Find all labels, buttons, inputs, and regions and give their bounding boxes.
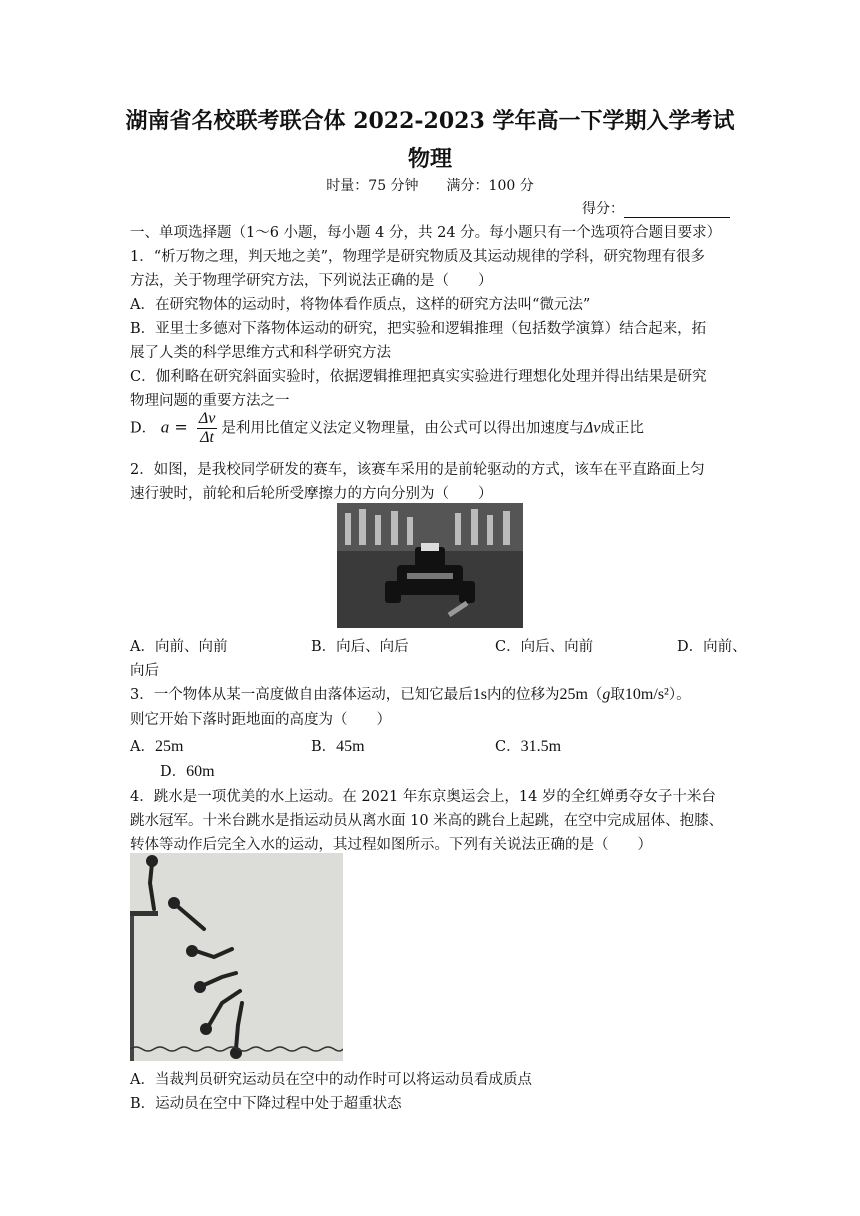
q3-c-label: C． <box>495 739 521 755</box>
fraction-numerator: Δv <box>198 410 216 427</box>
subject-title: 物理 <box>407 146 452 172</box>
formula-a: a <box>160 417 170 437</box>
score-label: 得分： <box>582 201 624 217</box>
q3-text-4: 取 <box>610 687 625 703</box>
q3-stem-line1 <box>130 683 691 704</box>
q2-option-d-line2: 向后 <box>130 663 159 679</box>
fraction-denominator: Δt <box>200 429 214 446</box>
q1-option-c-line1: C．伽利略在研究斜面实验时，依据逻辑推理把真实实验进行理想化处理并得出结果是研究 <box>130 369 707 385</box>
q1-option-d <box>130 410 644 447</box>
q1-stem-line1: 1．“析万物之理，判天地之美”，物理学是研究物质及其运动规律的学科，研究物理有很多 <box>130 249 706 265</box>
q2-option-a: A．向前、向前 <box>130 639 228 655</box>
q3-c-value: 31.5m <box>520 738 562 755</box>
q1-option-c-line2: 物理问题的重要方法之一 <box>130 393 290 409</box>
q3-d-value: 60m <box>186 763 215 780</box>
q4-stem-line1: 4．跳水是一项优美的水上运动。在 2021 年东京奥运会上，14 岁的全红婵勇夺女子十米台 <box>130 789 716 805</box>
race-car-illustration <box>337 503 523 628</box>
q2-option-b: B．向后、向后 <box>311 639 409 655</box>
q1-d-text: 是利用比值定义法定义物理量，由公式可以得出加速度与 <box>221 420 584 437</box>
q3-text-2: 内的位移为 <box>486 687 560 703</box>
q3-b-value: 45m <box>336 738 365 755</box>
q1-option-b-line1: B．亚里士多德对下落物体运动的研究，把实验和逻辑推理（包括数学演算）结合起来，拓 <box>130 321 707 337</box>
q3-option-b <box>311 735 365 756</box>
q3-a-label: A． <box>130 739 155 755</box>
q2-option-c: C．向后、向前 <box>495 639 594 655</box>
q2-stem-line1: 2．如图，是我校同学研发的赛车，该赛车采用的是前轮驱动的方式，该车在平直路面上匀 <box>130 462 705 478</box>
q1-option-b-line2: 展了人类的科学思维方式和科学研究方法 <box>130 345 391 361</box>
delta-v: Δv <box>583 419 601 437</box>
exam-title: 湖南省名校联考联合体 2022-2023 学年高一下学期入学考试 <box>125 108 735 134</box>
time-info: 时量：75 分钟 满分：100 分 <box>326 178 534 194</box>
q2-option-d-line1: D．向前、 <box>677 639 747 655</box>
q3-option-d <box>160 760 215 781</box>
q3-text-5: ）。 <box>668 687 691 703</box>
q4-option-b: B．运动员在空中下降过程中处于超重状态 <box>130 1096 402 1112</box>
formula-fraction <box>197 410 218 447</box>
q4-option-a: A．当裁判员研究运动员在空中的动作时可以将运动员看成质点 <box>130 1072 532 1088</box>
q3-g-value: 10m/s² <box>624 686 669 703</box>
race-car-photo <box>337 503 523 628</box>
q4-stem-line3: 转体等动作后完全入水的运动，其过程如图所示。下列有关说法正确的是（ ） <box>130 837 652 853</box>
score-blank <box>624 203 730 218</box>
q3-text-1: 3．一个物体从某一高度做自由落体运动，已知它最后 <box>130 687 473 703</box>
diving-photo <box>130 853 343 1061</box>
score-field <box>582 198 730 218</box>
q1-d-end: 成正比 <box>600 420 644 437</box>
diving-illustration <box>130 853 343 1061</box>
q3-displacement: 25m <box>559 686 588 703</box>
q3-g: g <box>602 686 611 703</box>
q3-a-value: 25m <box>154 738 184 755</box>
q3-time: 1s <box>472 686 487 703</box>
q3-text-3: （ <box>587 687 603 703</box>
q1-stem-line2: 方法，关于物理学研究方法，下列说法正确的是（ ） <box>130 273 493 289</box>
q3-d-label: D． <box>160 764 187 780</box>
q3-option-c <box>495 735 561 756</box>
formula-equals: = <box>169 417 193 437</box>
q2-stem-line2: 速行驶时，前轮和后轮所受摩擦力的方向分别为（ ） <box>130 486 493 502</box>
q3-option-a <box>130 735 183 756</box>
q1-d-prefix: D． <box>130 420 157 437</box>
q3-b-label: B． <box>311 739 337 755</box>
q3-stem-line2: 则它开始下落时距地面的高度为（ ） <box>130 712 391 728</box>
section-heading: 一、单项选择题（1～6 小题，每小题 4 分，共 24 分。每小题只有一个选项符合题目要求） <box>130 225 722 241</box>
q1-option-a: A．在研究物体的运动时，将物体看作质点，这样的研究方法叫“微元法” <box>130 297 591 313</box>
q4-stem-line2: 跳水冠军。十米台跳水是指运动员从离水面 10 米高的跳台上起跳，在空中完成屈体、抱膝、 <box>130 813 724 829</box>
